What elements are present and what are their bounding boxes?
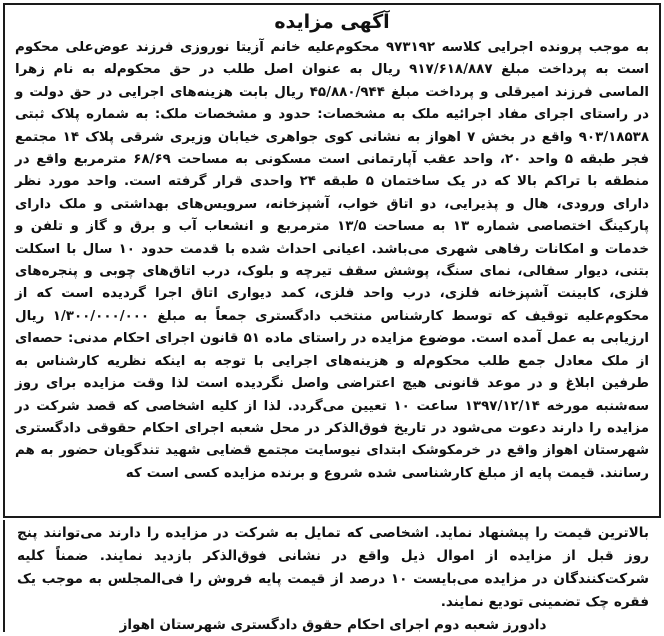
notice-body: به موجب پرونده اجرایی کلاسه ۹۷۳۱۹۲ محکوم‌علیه خانم آزیتا نوروزی فرزند عوض‌علی محکوم است به پرداخت مبلغ ۹۱۷/۶۱۸/۸۸۷ ریال به عنوان اصل طلب در حق محکوم‌له به نام زهرا الماسی فرزند امیرقلی و پرداخت مبلغ ۴۵/۸۸۰/۹۴۴ ریال بابت هزینه‌های اجرایی در حق دولت و در راستای اجرای مفاد اجرائیه ملک به مشخصات: حدود و مشخصات ملک: به شماره پلاک ثبتی ۹۰۳/۱۸۵۳۸ واقع در بخش ۷ اهواز به نشانی کوی جواهری خیابان وزیری شرقی پلاک ۱۴ مجتمع فجر طبقه ۵ واحد ۲۰، واحد عقب آپارتمانی است مسکونی به مساحت ۶۸/۶۹ مترمربع واقع در منطقه با تراکم بالا که در یک ساختمان ۵ طبقه ۲۴ واحدی قرار گرفته است. واحد مورد نظر دارای ورودی، هال و پذیرایی، دو اتاق خواب، آشپزخانه، سرویس‌های بهداشتی و ملک دارای پارکینگ اختصاصی شماره ۱۳ به مساحت ۱۳/۵ مترمربع و انشعاب آب و برق و گاز و تلفن و خدمات و امکانات رفاهی شهری می‌باشد. اعیانی احداث شده با قدمت حدود ۱۰ سال با اسکلت بتنی، دیوار سفالی، نمای سنگ، پوشش سقف تیرچه و بلوک، درب اتاق‌های چوبی و پنجره‌های فلزی، کابینت آشپزخانه فلزی، درب واحد فلزی، کمد دیواری اتاق اجرا گردیده است که از محکوم‌علیه توقیف که توسط کارشناس منتخب دادگستری جمعاً به مبلغ ۱/۳۰۰/۰۰۰/۰۰۰ ریال ارزیابی به عمل آمده است. موضوع مزایده در راستای ماده ۵۱ قانون اجرای احکام مدنی: حصه‌ای از ملک معادل جمع طلب محکوم‌له و هزینه‌های اجرایی با توجه به اینکه نظریه کارشناس به طرفین ابلاغ و در موعد قانونی هیچ اعتراضی واصل نگردیده است لذا وقت مزایده برای روز سه‌شنبه مورخه ۱۳۹۷/۱۲/۱۴ ساعت ۱۰ تعیین می‌گردد. لذا از کلیه اشخاصی که قصد شرکت در مزایده را دارند دعوت می‌شود در تاریخ فوق‌الذکر در محل شعبه اجرای احکام حقوقی دادگستری شهرستان اهواز واقع در خرمکوشک ابتدای نیوسایت مجتمع قضایی شهید تندگویان حضور به هم رسانند. قیمت پایه از مبلغ کارشناسی شده شروع و برنده مزایده کسی است که <box>15 40 650 481</box>
notice-box <box>3 3 661 518</box>
notice-continuation-block <box>3 520 661 634</box>
notice-title: آگهی مزایده <box>274 11 390 33</box>
notice-signature: دادورز شعبه دوم اجرای احکام حقوق دادگستری شهرستان اهواز <box>119 617 547 633</box>
notice-continuation: بالاترین قیمت را پیشنهاد نماید. اشخاصی که تمایل به شرکت در مزایده را دارند می‌توانند پنج روز قبل از مزایده از اموال ذیل واقع در نشانی فوق‌الذکر بازدید نمایند. ضمناً کلیه شرکت‌کنندگان در مزایده می‌بایست ۱۰ درصد از قیمت پایه فروش را فی‌المجلس به موجب یک فقره چک تضمینی تودیع نمایند. <box>17 525 649 610</box>
